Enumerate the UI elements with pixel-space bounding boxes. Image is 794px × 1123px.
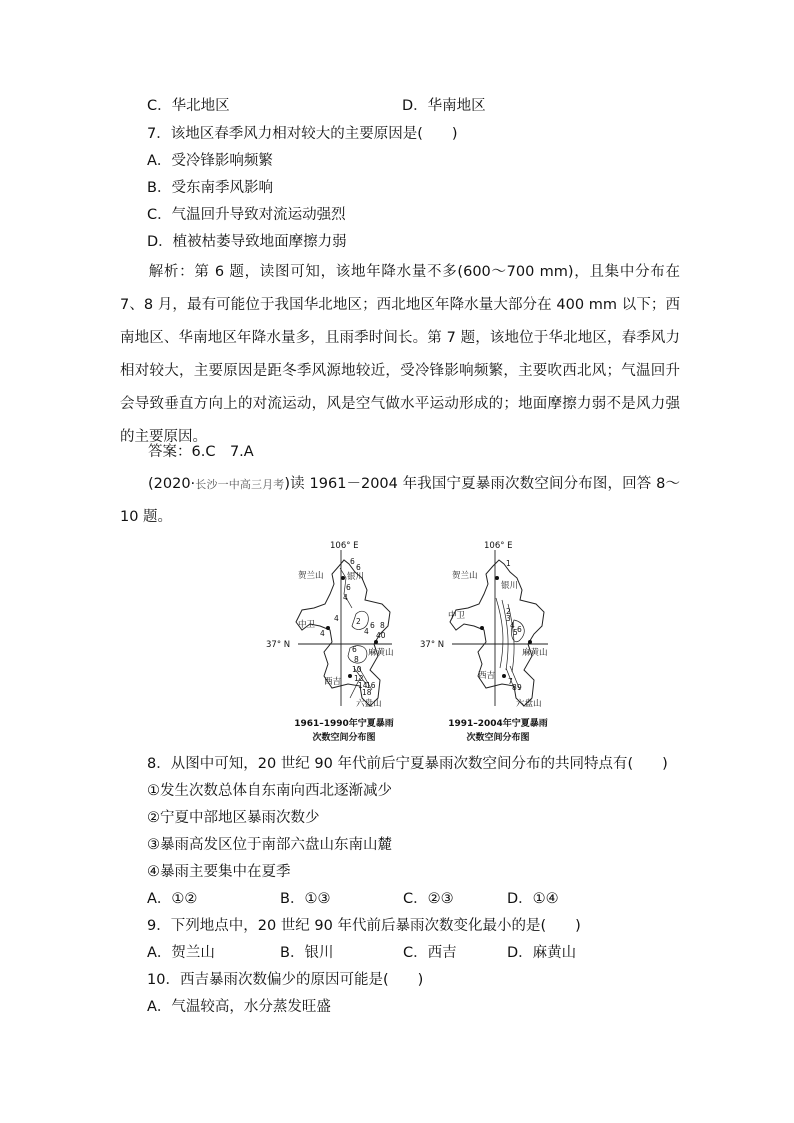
q8-item-1: ①发生次数总体自东南向西北逐渐减少: [147, 783, 392, 799]
left-yinchuan-dot: [341, 576, 345, 580]
left-place-mahuangshan: 麻黄山: [368, 648, 394, 658]
right-val-8: 8: [512, 683, 517, 692]
q7-option-d: D．植被枯萎导致地面摩擦力弱: [147, 234, 347, 250]
right-val-4: 4: [510, 621, 515, 630]
left-val-8b: 8: [354, 655, 359, 664]
right-place-helanshan: 贺兰山: [452, 571, 478, 581]
right-map-outline: [450, 560, 544, 706]
q7-stem: 7．该地区春季风力相对较大的主要原因是( ): [147, 126, 458, 142]
right-mahuangshan-dot: [528, 640, 532, 644]
left-val-10: 10: [352, 665, 362, 674]
left-val-40: 40: [376, 631, 386, 640]
left-place-liupanshan: 六盘山: [356, 699, 382, 709]
right-val-2: 2: [506, 607, 511, 616]
ningxia-rainstorm-maps-figure: [266, 538, 570, 748]
left-lon-label: 106° E: [330, 541, 359, 551]
left-xiji-dot: [348, 674, 352, 678]
q7-option-b: B．受东南季风影响: [147, 180, 273, 196]
left-val-6e: 6: [352, 645, 357, 654]
q8-option-b: B．①③: [280, 891, 331, 907]
left-mahuangshan-dot: [374, 640, 378, 644]
q8-options: [147, 889, 559, 909]
left-zhongwei-dot: [326, 626, 330, 630]
left-val-12: 12: [354, 674, 364, 683]
left-val-4c: 4: [320, 629, 325, 638]
q10-stem: 10．西吉暴雨次数偏少的原因可能是( ): [147, 972, 424, 988]
left-place-helanshan: 贺兰山: [298, 571, 324, 581]
intro-source: 长沙一中高三月考: [195, 478, 285, 491]
q6-options: [147, 96, 486, 116]
left-val-14: 14: [358, 681, 368, 690]
left-val-6c: 6: [346, 583, 351, 592]
right-val-9: 9: [517, 683, 522, 692]
left-place-zhongwei: 中卫: [298, 620, 316, 630]
left-place-yinchuan: 银川: [347, 572, 365, 582]
q10-option-a: A．气温较高，水分蒸发旺盛: [147, 999, 331, 1015]
analysis-paragraph: [120, 256, 680, 454]
q9-stem: 9．下列地点中，20 世纪 90 年代前后暴雨次数变化最小的是( ): [147, 918, 581, 934]
q8-item-4: ④暴雨主要集中在夏季: [147, 864, 291, 880]
left-val-8a: 8: [380, 621, 385, 630]
left-val-6a: 6: [350, 557, 355, 566]
left-lat-label: 37° N: [266, 640, 291, 650]
right-lon-label: 106° E: [484, 541, 513, 551]
analysis-text: 解析：第 6 题，读图可知，该地年降水量不多(600～700 mm)，且集中分布在 7、8 月，最有可能位于我国华北地区；西北地区年降水量大部分在 400 mm 以下；西南地区、华南地区年降水量多，且雨季时间长。第 7 题，该地位于华北地区，春季风力相对较大，主要原因是距冬季风源地较近，受冷锋影响频繁，主要吹西北风；气温回升会导致垂直方向上的对流运动，风是空气做水平运动形成的；地面摩擦力弱不是风力强的主要原因。: [120, 264, 680, 445]
right-place-zhongwei: 中卫: [448, 611, 466, 621]
q8-stem: 8．从图中可知，20 世纪 90 年代前后宁夏暴雨次数空间分布的共同特点有( ): [147, 756, 668, 772]
left-val-6d: 6: [370, 621, 375, 630]
right-val-5: 5: [513, 628, 518, 637]
q8-option-c: C．②③: [403, 891, 454, 907]
right-yinchuan-dot: [495, 576, 499, 580]
q7-option-c: C．气温回升导致对流运动强烈: [147, 207, 346, 223]
left-val-2: 2: [356, 617, 361, 626]
q9-option-b: B．银川: [280, 945, 334, 961]
intro-prefix: (2020·: [148, 476, 196, 492]
q8-option-d: D．①④: [507, 891, 559, 907]
q6-option-d: D．华南地区: [402, 98, 486, 114]
right-xiji-dot: [502, 674, 506, 678]
answer-line: 答案：6.C 7.A: [148, 444, 254, 460]
right-caption-line2: 次数空间分布图: [466, 733, 530, 743]
right-val-7: 7: [508, 677, 513, 686]
left-caption-line1: 1961–1990年宁夏暴雨: [294, 719, 394, 729]
right-place-xiji: 西吉: [478, 671, 496, 681]
intro-text: )读 1961－2004 年我国宁夏暴雨次数空间分布图，回答 8～10 题。: [120, 476, 681, 525]
right-lat-label: 37° N: [420, 640, 445, 650]
q6-option-c: C．华北地区: [147, 98, 230, 114]
left-val-4d: 4: [364, 627, 369, 636]
intro-paragraph: [120, 468, 680, 534]
left-val-16: 16: [366, 681, 376, 690]
right-val-6: 6: [517, 625, 522, 634]
right-place-yinchuan: 银川: [501, 581, 519, 591]
q9-options: [147, 943, 577, 963]
q8-item-2: ②宁夏中部地区暴雨次数少: [147, 810, 320, 826]
left-val-4a: 4: [343, 593, 348, 602]
left-caption-line2: 次数空间分布图: [312, 733, 376, 743]
right-zhongwei-dot: [480, 626, 484, 630]
left-place-xiji: 西吉: [324, 677, 342, 687]
right-place-liupanshan: 六盘山: [516, 699, 542, 709]
right-val-3: 3: [506, 614, 511, 623]
q9-option-d: D．麻黄山: [507, 945, 577, 961]
q7-option-a: A．受冷锋影响频繁: [147, 153, 273, 169]
q9-option-c: C．西吉: [403, 945, 457, 961]
q9-option-a: A．贺兰山: [147, 945, 215, 961]
right-caption-line1: 1991–2004年宁夏暴雨: [448, 719, 548, 729]
q8-item-3: ③暴雨高发区位于南部六盘山东南山麓: [147, 837, 392, 853]
right-place-mahuangshan: 麻黄山: [522, 648, 548, 658]
right-val-1: 1: [506, 559, 511, 568]
left-val-4b: 4: [334, 614, 339, 623]
left-val-18: 18: [362, 688, 372, 697]
left-val-6b: 6: [356, 563, 361, 572]
q8-option-a: A．①②: [147, 891, 198, 907]
